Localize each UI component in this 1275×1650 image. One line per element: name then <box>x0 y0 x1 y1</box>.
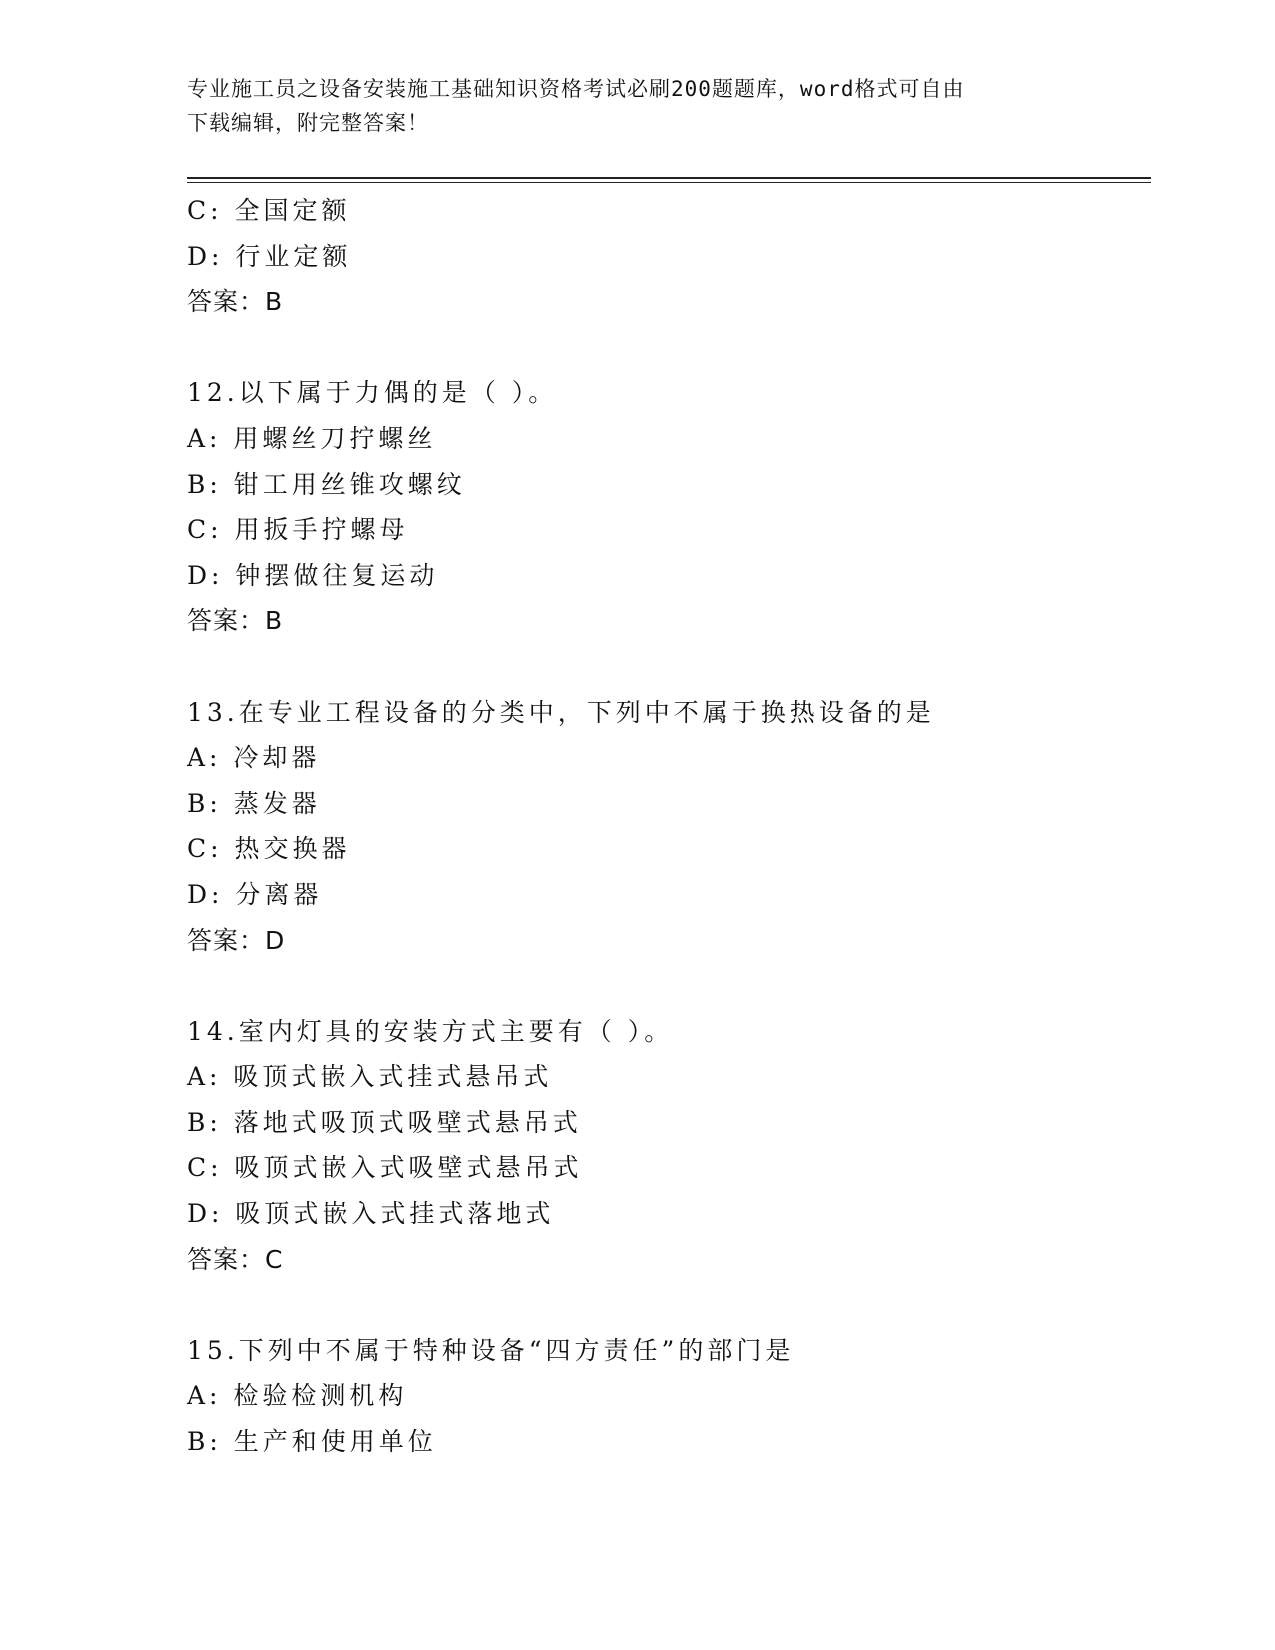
option-d: D: 吸顶式嵌入式挂式落地式 <box>187 1199 555 1229</box>
option-b: B: 钳工用丝锥攻螺纹 <box>187 469 466 499</box>
option-c: C: 用扳手拧螺母 <box>187 515 409 545</box>
question-block <box>187 1009 1151 1283</box>
header-line-2: 下载编辑，附完整答案！ <box>187 111 429 135</box>
option-b: B: 生产和使用单位 <box>187 1427 437 1457</box>
question-text: 13.在专业工程设备的分类中，下列中不属于换热设备的是 <box>187 697 935 727</box>
answer-line: 答案：D <box>187 925 286 955</box>
question-list <box>187 188 1151 1465</box>
question-text: 15.下列中不属于特种设备“四方责任”的部门是 <box>187 1335 795 1365</box>
spacer <box>187 644 1151 690</box>
question-text: 14.室内灯具的安装方式主要有（ ）。 <box>187 1016 674 1046</box>
option-a: A: 用螺丝刀拧螺丝 <box>187 423 437 453</box>
option-a: A: 吸顶式嵌入式挂式悬吊式 <box>187 1062 553 1092</box>
question-block <box>187 370 1151 644</box>
header-line-1: 专业施工员之设备安装施工基础知识资格考试必刷200题题库，word格式可自由 <box>187 77 965 101</box>
question-text: 12.以下属于力偶的是（ ）。 <box>187 378 558 408</box>
option-d: D: 钟摆做往复运动 <box>187 560 439 590</box>
option-b: B: 落地式吸顶式吸壁式悬吊式 <box>187 1107 582 1137</box>
question-block <box>187 1328 1151 1465</box>
spacer <box>187 1282 1151 1328</box>
option-a: A: 冷却器 <box>187 743 321 773</box>
answer-line: 答案：B <box>187 287 284 317</box>
question-block <box>187 690 1151 964</box>
option-b: B: 蒸发器 <box>187 788 321 818</box>
option-c: C: 热交换器 <box>187 834 351 864</box>
option-c: C: 全国定额 <box>187 196 351 225</box>
option-c: C: 吸顶式嵌入式吸壁式悬吊式 <box>187 1153 583 1183</box>
answer-line: 答案：C <box>187 1244 284 1274</box>
spacer <box>187 325 1151 371</box>
option-a: A: 检验检测机构 <box>187 1381 408 1411</box>
option-d: D: 分离器 <box>187 879 323 909</box>
document-header <box>187 72 1067 140</box>
question-block <box>187 188 1151 325</box>
answer-line: 答案：B <box>187 606 284 636</box>
option-d: D: 行业定额 <box>187 241 352 271</box>
spacer <box>187 963 1151 1009</box>
header-divider-thin <box>187 182 1151 183</box>
header-divider <box>187 177 1151 179</box>
